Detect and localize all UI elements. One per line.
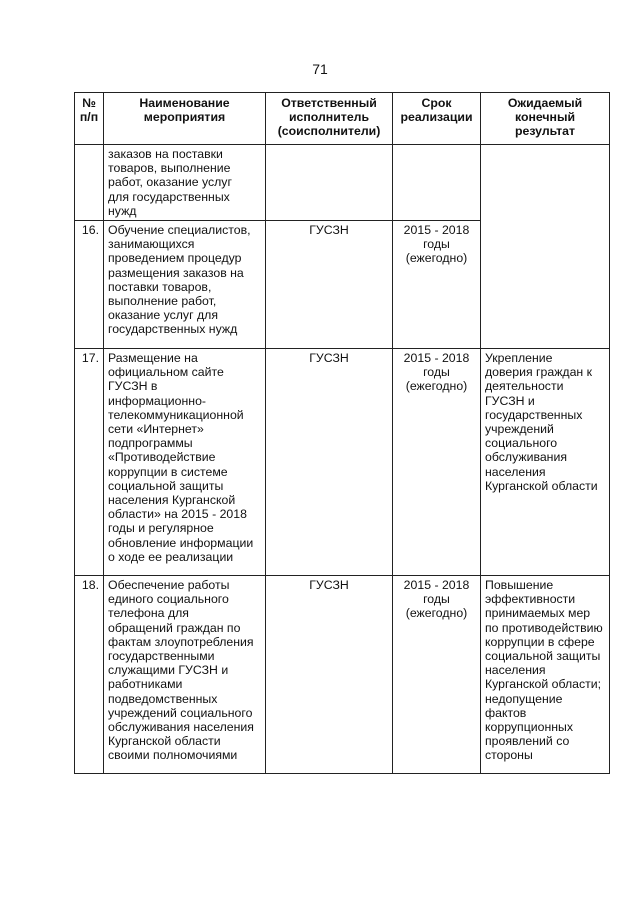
- row-17-term: 2015 - 2018 годы (ежегодно): [393, 349, 481, 576]
- header-number: № п/п: [75, 93, 104, 145]
- table-row-continuation: [75, 145, 610, 221]
- header-executor: Ответственный исполнитель (соисполнители): [266, 93, 393, 145]
- row-16-name: Обучение специалистов, занимающихся проведением процедур размещения заказов на поставки товаров, выполнение работ, оказание услуг для государственных нужд: [104, 221, 266, 349]
- row-17-name: Размещение на официальном сайте ГУСЗН в информационно- телекоммуникационной сети «Интернет» подпрограммы «Противодействие коррупции в системе социальной защиты населения Курганской области» на 2015 - 2018 годы и регулярное обновление информации о ходе ее реализации: [104, 349, 266, 576]
- row-continuation-executor-cell: [266, 145, 393, 221]
- row-18-result: Повышение эффективности принимаемых мер по противодействию коррупции в сфере социальной защиты населения Курганской области; недопущение фактов коррупционных проявлений со стороны: [481, 576, 610, 774]
- measures-table: [74, 92, 610, 774]
- row-18-number: 18.: [75, 576, 104, 774]
- page-number: 71: [312, 61, 328, 77]
- row-continuation-result-cell: [481, 145, 610, 349]
- row-18-term: 2015 - 2018 годы (ежегодно): [393, 576, 481, 774]
- header-measure-name: Наименование мероприятия: [104, 93, 266, 145]
- row-16-number: 16.: [75, 221, 104, 349]
- row-continuation-number-cell: [75, 145, 104, 221]
- row-17-executor: ГУСЗН: [266, 349, 393, 576]
- row-17-number: 17.: [75, 349, 104, 576]
- table-row-18: [75, 576, 610, 774]
- row-16-term: 2015 - 2018 годы (ежегодно): [393, 221, 481, 349]
- row-18-name: Обеспечение работы единого социального телефона для обращений граждан по фактам злоупотребления государственными служащими ГУСЗН и работниками подведомственных учреждений социального обслуживания населения Курганской области своими полномочиями: [104, 576, 266, 774]
- row-16-executor: ГУСЗН: [266, 221, 393, 349]
- table-header-row: [75, 93, 610, 145]
- header-term: Срок реализации: [393, 93, 481, 145]
- row-continuation-name: заказов на поставки товаров, выполнение работ, оказание услуг для государственных нужд: [104, 145, 266, 221]
- row-continuation-term-cell: [393, 145, 481, 221]
- header-result: Ожидаемый конечный результат: [481, 93, 610, 145]
- row-17-result: Укрепление доверия граждан к деятельности ГУСЗН и государственных учреждений социального обслуживания населения Курганской области: [481, 349, 610, 576]
- row-18-executor: ГУСЗН: [266, 576, 393, 774]
- table-row-17: [75, 349, 610, 576]
